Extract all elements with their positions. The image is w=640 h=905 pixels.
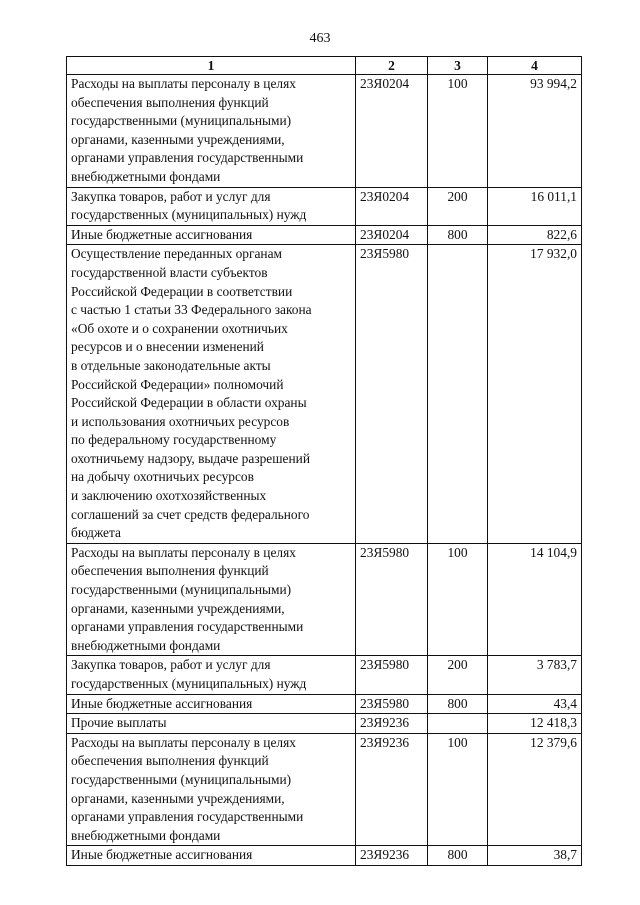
row-description: Иные бюджетные ассигнования [67,846,356,866]
table-row [67,75,582,188]
row-expense-type: 100 [428,75,488,188]
table-row [67,656,582,694]
row-expense-type [428,714,488,734]
column-header-1: 1 [67,57,356,75]
column-header-4: 4 [488,57,582,75]
page-number: 463 [309,31,331,46]
row-description: Осуществление переданных органам государственной власти субъектов Российской Федерации в соответствии с частью 1 статьи 33 Федерального закона «Об охоте и о сохранении охотничьих ресурсов и о внесении изменений в отдельные законодательные акты Российской Федерации» полномочий Российской Федерации в области охраны и использования охотничьих ресурсов по федеральному государственному охотничьему надзору, выдаче разрешений на добычу охотничьих ресурсов и заключению охотхозяйственных соглашений за счет средств федерального бюджета [67,245,356,544]
row-description: Иные бюджетные ассигнования [67,694,356,714]
row-amount: 822,6 [488,225,582,245]
row-expense-type: 800 [428,846,488,866]
row-amount: 12 418,3 [488,714,582,734]
row-target-code: 23Я9236 [356,733,428,846]
row-description: Прочие выплаты [67,714,356,734]
table-row [67,694,582,714]
row-description: Расходы на выплаты персоналу в целях обеспечения выполнения функций государственными (муниципальными) органами, казенными учреждениями, органами управления государственными внебюджетными фондами [67,75,356,188]
row-target-code: 23Я0204 [356,225,428,245]
row-target-code: 23Я5980 [356,543,428,656]
table-row [67,225,582,245]
row-description: Закупка товаров, работ и услуг для государственных (муниципальных) нужд [67,187,356,225]
row-amount: 93 994,2 [488,75,582,188]
row-description: Расходы на выплаты персоналу в целях обеспечения выполнения функций государственными (муниципальными) органами, казенными учреждениями, органами управления государственными внебюджетными фондами [67,543,356,656]
row-target-code: 23Я9236 [356,714,428,734]
table-header [67,57,582,75]
row-target-code: 23Я9236 [356,846,428,866]
table-row [67,714,582,734]
table-row [67,187,582,225]
row-target-code: 23Я5980 [356,245,428,544]
row-description: Закупка товаров, работ и услуг для государственных (муниципальных) нужд [67,656,356,694]
row-amount: 17 932,0 [488,245,582,544]
row-expense-type [428,245,488,544]
row-expense-type: 100 [428,733,488,846]
table-row [67,733,582,846]
row-amount: 16 011,1 [488,187,582,225]
row-target-code: 23Я0204 [356,75,428,188]
row-amount: 12 379,6 [488,733,582,846]
table-body [67,75,582,866]
row-expense-type: 800 [428,694,488,714]
row-description: Расходы на выплаты персоналу в целях обеспечения выполнения функций государственными (муниципальными) органами, казенными учреждениями, органами управления государственными внебюджетными фондами [67,733,356,846]
row-description: Иные бюджетные ассигнования [67,225,356,245]
row-target-code: 23Я5980 [356,656,428,694]
header-row [67,57,582,75]
table-row [67,245,582,544]
row-amount: 43,4 [488,694,582,714]
row-amount: 38,7 [488,846,582,866]
column-header-3: 3 [428,57,488,75]
row-expense-type: 800 [428,225,488,245]
row-expense-type: 200 [428,656,488,694]
budget-table [66,56,582,866]
row-amount: 3 783,7 [488,656,582,694]
row-target-code: 23Я5980 [356,694,428,714]
row-expense-type: 200 [428,187,488,225]
column-header-2: 2 [356,57,428,75]
table-row [67,543,582,656]
row-amount: 14 104,9 [488,543,582,656]
row-target-code: 23Я0204 [356,187,428,225]
table-row [67,846,582,866]
row-expense-type: 100 [428,543,488,656]
